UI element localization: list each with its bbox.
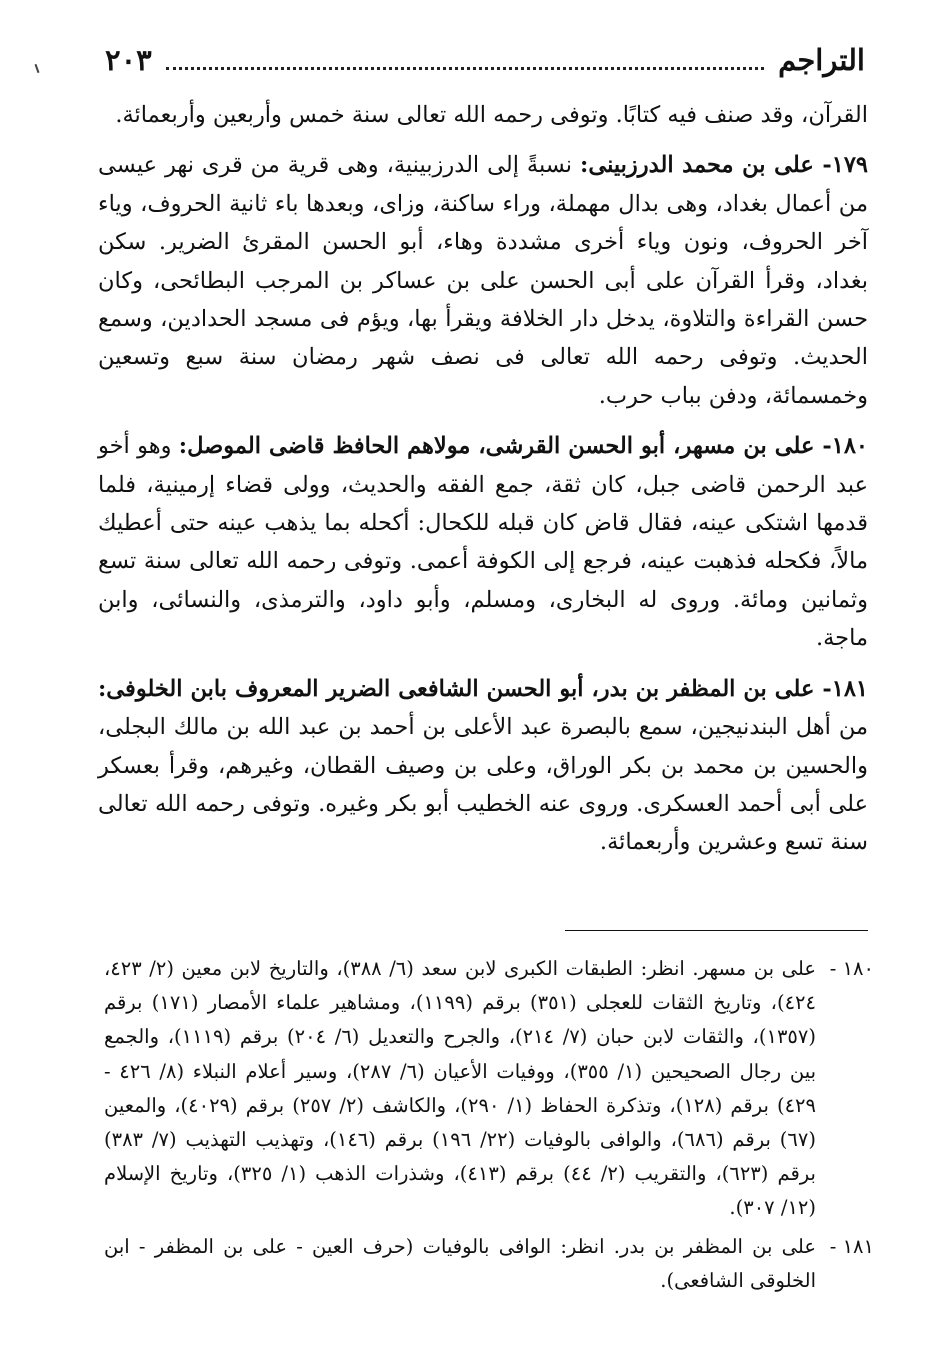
entry-continuation [98, 96, 868, 134]
entry-text: وهو أخو عبد الرحمن قاضى جبل، كان ثقة، جمع الفقه والحديث، وولى قضاء إرمينية، فلما قدمها اشتكى عينه، فقال قاض كان قبله للكحال: أكحله بما يذهب عينه حتى أعطيك مالاً، فكحله فذهبت عينه، فرجع إلى الكوفة أعمى. وتوفى رحمه الله تعالى سنة تسع وثمانين ومائة. وروى له البخارى، ومسلم، وأبو داود، والترمذى، والنسائى، وابن ماجة. [98, 433, 868, 652]
biography-entry-180 [98, 427, 868, 657]
entry-heading: - على بن محمد الدرزبينى: [580, 152, 832, 179]
footnote-number: ١٨٠ - [829, 957, 874, 980]
entry-heading: - على بن المظفر بن بدر، أبو الحسن الشافعى الضرير المعروف بابن الخلوفى: [98, 675, 832, 702]
footnote-180 [104, 952, 874, 1226]
entry-number: ١٨٠ [831, 433, 868, 460]
entry-text: من أهل البندنيجين، سمع بالبصرة عبد الأعلى بن أحمد بن عبد الله بن مالك البجلى، والحسين بن محمد بن بكر الوراق، وعلى بن وصيف القطان، وغيرهم، وقرأ بعسكر على أبى أحمد العسكرى. وروى عنه الخطيب أبو بكر وغيره. وتوفى رحمه الله تعالى سنة تسع وعشرين وأربعمائة. [98, 714, 868, 856]
entry-text: نسبةً إلى الدرزبينية، وهى قرية من قرى نهر عيسى من أعمال بغداد، وهى بدال مهملة، وراء ساكنة، وزاى، وبعدها باء ثانية الحروف، وياء آخر الحروف، ونون وياء أخرى مشددة وهاء، أبو الحسن المقرئ الضرير. سكن بغداد، وقرأ القرآن على أبى الحسن على بن عساكر بن المرجب البطائحى، وكان حسن القراءة والتلاوة، يدخل دار الخلافة ويقرأ بها، ويؤم فى مسجد الحدادين، وسمع الحديث. وتوفى رحمه الله تعالى فى نصف شهر رمضان سنة سبع وتسعين وخمسمائة، ودفن بباب حرب. [98, 152, 868, 409]
biography-entry-181 [98, 670, 868, 862]
footnote-text: على بن مسهر. انظر: الطبقات الكبرى لابن سعد (٦/ ٣٨٨)، والتاريخ لابن معين (٢/ ٤٢٣، ٤٢٤)، وتاريخ الثقات للعجلى (٣٥١) برقم (١١٩٩)، ومشاهير علماء الأمصار (١٧١) برقم (١٣٥٧)، والثقات لابن حبان (٧/ ٢١٤)، والجرح والتعديل (٦/ ٢٠٤) برقم (١١١٩)، والجمع بين رجال الصحيحين (١/ ٣٥٥)، ووفيات الأعيان (٦/ ٢٨٧)، وسير أعلام النبلاء (٨/ ٤٢٦ - ٤٢٩) برقم (١٢٨)، وتذكرة الحفاظ (١/ ٢٩٠)، والكاشف (٢/ ٢٥٧) برقم (٤٠٢٩)، والمعين (٦٧) برقم (٦٨٦)، والوافى بالوفيات (٢٢/ ١٩٦) برقم (١٤٦)، وتهذيب التهذيب (٧/ ٣٨٣) برقم (٦٢٣)، والتقريب (٢/ ٤٤) برقم (٤١٣)، وشذرات الذهب (١/ ٣٢٥)، وتاريخ الإسلام (١٢/ ٣٠٧). [104, 957, 817, 1220]
footnote-181 [104, 1230, 874, 1298]
biography-entry-179 [98, 146, 868, 415]
main-text [98, 96, 868, 862]
entry-number: ١٧٩ [831, 152, 868, 179]
scan-speck [35, 64, 40, 73]
footnote-number: ١٨١ - [829, 1234, 874, 1258]
entry-text: القرآن، وقد صنف فيه كتابًا. وتوفى رحمه الله تعالى سنة خمس وأربعين وأربعمائة. [115, 102, 868, 128]
header-dot-leader [166, 67, 764, 70]
footnote-separator [565, 930, 868, 931]
entry-number: ١٨١ [831, 675, 868, 702]
page-number: ٢٠٣ [105, 43, 152, 77]
chapter-title: التراجم [778, 43, 865, 77]
footnote-text: على بن المظفر بن بدر. انظر: الوافى بالوفيات (حرف العين - على بن المظفر - ابن الخلوقى الشافعى). [104, 1234, 816, 1292]
footnotes [104, 952, 874, 1298]
running-header [105, 38, 865, 82]
entry-heading: - على بن مسهر، أبو الحسن القرشى، مولاهم الحافظ قاضى الموصل: [178, 433, 832, 460]
